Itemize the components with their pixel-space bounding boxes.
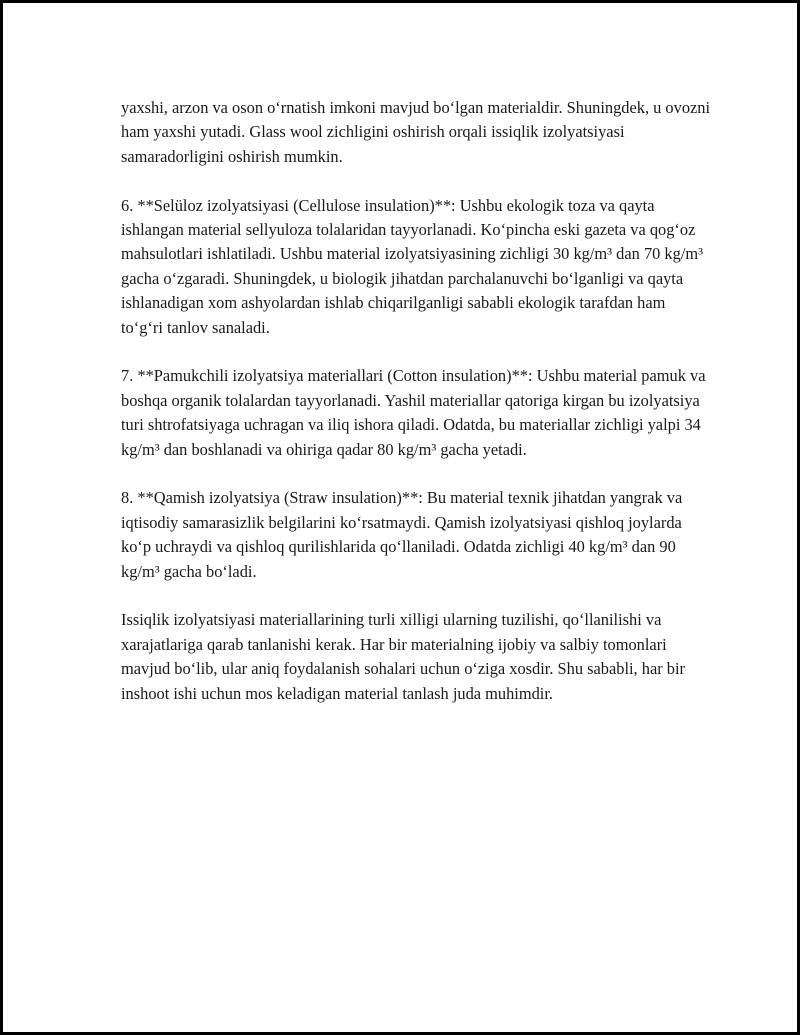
paragraph-straw-insulation: 8. **Qamish izolyatsiya (Straw insulation)**: Bu material texnik jihatdan yangrak va iqtisodiy samarasizlik belgilarini ko‘rsatmaydi. Qamish izolyatsiyasi qishloq joylarda ko‘p uchraydi va qishloq qurilishlarida qo‘llaniladi. Odatda zichligi 40 kg/m³ dan 90 kg/m³ gacha bo‘ladi. [121,488,683,581]
paragraph-cotton-insulation: 7. **Pamukchili izolyatsiya materiallari (Cotton insulation)**: Ushbu material pamuk va boshqa organik tolalardan tayyorlanadi. Yashil materiallar qatoriga kirgan bu izolyatsiya turi shtrofatsiyaga uchragan va iliq ishora qiladi. Odatda, bu materiallar zichligi yalpi 34 kg/m³ dan boshlanadi va ohiriga qadar 80 kg/m³ gacha yetadi. [121,366,706,459]
paragraph-conclusion: Issiqlik izolyatsiyasi materiallarining turli xilligi ularning tuzilishi, qo‘llanilishi va xarajatlariga qarab tanlanishi kerak. Har bir materialning ijobiy va salbiy tomonlari mavjud bo‘lib, ular aniq foydalanish sohalari uchun o‘ziga xosdir. Shu sababli, har bir inshoot ishi uchun mos keladigan material tanlash juda muhimdir. [121,610,685,703]
paragraph-glass-wool-continuation: yaxshi, arzon va oson o‘rnatish imkoni mavjud bo‘lgan materialdir. Shuningdek, u ovozni ham yaxshi yutadi. Glass wool zichligini oshirish orqali issiqlik izolyatsiyasi samaradorligini oshirish mumkin. [121,98,711,166]
document-body [121,96,711,730]
paragraph-cellulose-insulation: 6. **Selüloz izolyatsiyasi (Cellulose insulation)**: Ushbu ekologik toza va qayta ishlangan material sellyuloza tolalaridan tayyorlanadi. Ko‘pincha eski gazeta va qog‘oz mahsulotlari ishlatiladi. Ushbu material izolyatsiyasining zichligi 30 kg/m³ dan 70 kg/m³ gacha o‘zgaradi. Shuningdek, u biologik jihatdan parchalanuvchi bo‘lganligi va qayta ishlanadigan xom ashyolardan ishlab chiqarilganligi sababli ekologik tarafdan ham to‘g‘ri tanlov sanaladi. [121,195,704,337]
